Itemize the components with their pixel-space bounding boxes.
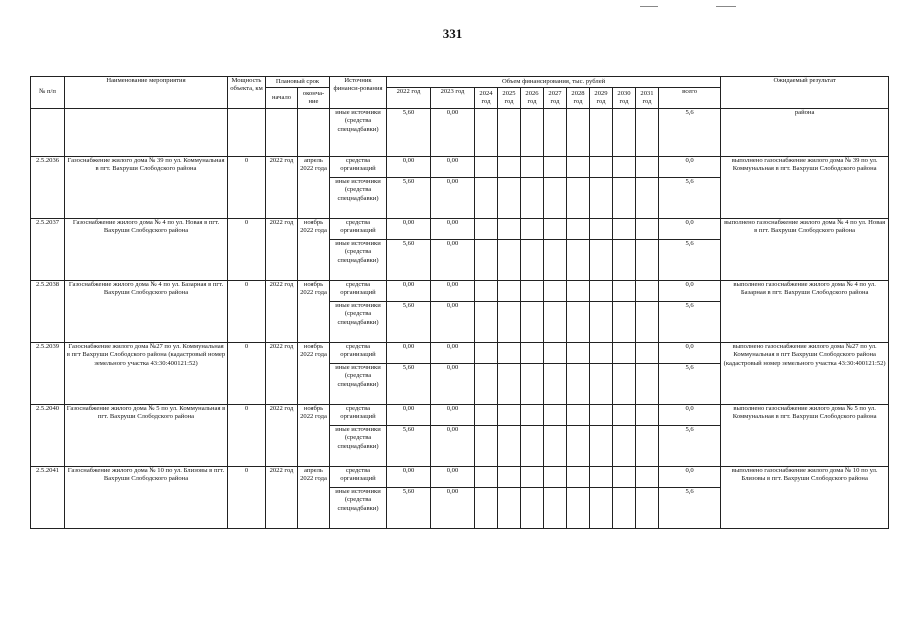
cell-total: 5,6	[659, 364, 721, 405]
header-total: всего	[659, 88, 721, 109]
cell-num: 2.5.2038	[31, 281, 65, 343]
cell-empty	[544, 467, 567, 488]
cell-empty	[475, 178, 498, 219]
cell-empty	[521, 240, 544, 281]
cell-empty	[475, 302, 498, 343]
cell-value-2022: 0,00	[387, 343, 431, 364]
cell-empty	[544, 109, 567, 157]
cell-empty	[636, 364, 659, 405]
cell-empty	[613, 343, 636, 364]
cell-result: выполнено газоснабжение жилого дома №27 по ул. Коммунальная в пгт Вахруши Слободского района (кадастровый номер земельного участка 43:30:400121:52)	[721, 343, 889, 405]
cell-start: 2022 год	[266, 343, 298, 405]
cell-result: выполнено газоснабжение жилого дома № 39 по ул. Коммунальная в пгт. Вахруши Слободского района	[721, 157, 889, 219]
cell-empty	[498, 364, 521, 405]
table-header	[31, 77, 889, 109]
header-year: 2024 год	[475, 88, 498, 109]
cell-empty	[498, 157, 521, 178]
cell-value-2022: 5,60	[387, 240, 431, 281]
cell-empty	[590, 281, 613, 302]
cell-empty	[590, 219, 613, 240]
cell-empty	[498, 405, 521, 426]
cell-empty	[636, 219, 659, 240]
cell-source: средства организаций	[330, 157, 387, 178]
cell-source: иные источники (средства спецнадбавки)	[330, 240, 387, 281]
cell-value-2023: 0,00	[431, 364, 475, 405]
cell-source: средства организаций	[330, 405, 387, 426]
cell-empty	[567, 178, 590, 219]
cell-empty	[475, 343, 498, 364]
cell-empty	[475, 467, 498, 488]
cell-source: средства организаций	[330, 467, 387, 488]
cell-empty	[521, 343, 544, 364]
cell-empty	[475, 157, 498, 178]
cell-empty	[590, 178, 613, 219]
cell-empty	[521, 467, 544, 488]
cell-empty	[544, 302, 567, 343]
cell-name: Газоснабжение жилого дома № 5 по ул. Коммунальная в пгт. Вахруши Слободского района	[65, 405, 228, 467]
cell-empty	[475, 281, 498, 302]
cell-end: апрель 2022 года	[298, 157, 330, 219]
cell-empty	[636, 405, 659, 426]
cell-empty	[475, 405, 498, 426]
header-term: Плановый срок	[266, 77, 330, 88]
table-row	[31, 157, 889, 178]
cell-source: иные источники (средства спецнадбавки)	[330, 178, 387, 219]
cell-empty	[636, 343, 659, 364]
cell-empty	[521, 219, 544, 240]
cell-num: 2.5.2037	[31, 219, 65, 281]
cell-empty	[636, 302, 659, 343]
cell-empty	[475, 426, 498, 467]
cell-empty	[567, 240, 590, 281]
cell-empty	[498, 240, 521, 281]
cell-empty	[567, 488, 590, 529]
cell-empty	[613, 488, 636, 529]
header-num: № п/п	[31, 77, 65, 109]
cell-name: Газоснабжение жилого дома № 4 по ул. Новая в пгт. Вахруши Слободского района	[65, 219, 228, 281]
cell-empty	[544, 405, 567, 426]
cell-capacity: 0	[228, 219, 266, 281]
cell-empty	[567, 157, 590, 178]
cell-empty	[498, 109, 521, 157]
cell-end: ноябрь 2022 года	[298, 281, 330, 343]
cell-source: иные источники (средства спецнадбавки)	[330, 488, 387, 529]
cell-result: выполнено газоснабжение жилого дома № 4 по ул. Базарная в пгт. Вахруши Слободского района	[721, 281, 889, 343]
cell-empty	[521, 405, 544, 426]
cell-empty	[498, 178, 521, 219]
cell-empty	[590, 240, 613, 281]
header-volume: Объем финансирования, тыс. рублей	[387, 77, 721, 88]
cell-empty	[636, 281, 659, 302]
cell-empty	[521, 302, 544, 343]
cell-empty	[65, 109, 228, 157]
cell-empty	[498, 302, 521, 343]
header-year: 2030 год	[613, 88, 636, 109]
cell-empty	[475, 488, 498, 529]
cell-empty	[475, 219, 498, 240]
cell-empty	[590, 157, 613, 178]
cell-empty	[567, 405, 590, 426]
cell-start: 2022 год	[266, 405, 298, 467]
cell-capacity: 0	[228, 467, 266, 529]
header-year: 2026 год	[521, 88, 544, 109]
cell-empty	[498, 281, 521, 302]
cell-value-2023: 0,00	[431, 488, 475, 529]
cell-empty	[544, 178, 567, 219]
header-year: 2027 год	[544, 88, 567, 109]
cell-end: ноябрь 2022 года	[298, 405, 330, 467]
cell-empty	[590, 302, 613, 343]
cell-value-2023: 0,00	[431, 178, 475, 219]
cell-empty	[590, 488, 613, 529]
cell-empty	[613, 281, 636, 302]
cell-empty	[590, 405, 613, 426]
header-start: начало	[266, 88, 298, 109]
cell-empty	[544, 426, 567, 467]
cell-empty	[590, 109, 613, 157]
header-capacity: Мощность объекта, км	[228, 77, 266, 109]
cell-total: 0,0	[659, 405, 721, 426]
header-year: 2031 год	[636, 88, 659, 109]
cell-total: 5,6	[659, 302, 721, 343]
cell-num: 2.5.2039	[31, 343, 65, 405]
header-name: Наименование мероприятия	[65, 77, 228, 109]
cell-empty	[636, 488, 659, 529]
cell-value-2022: 0,00	[387, 157, 431, 178]
cell-empty	[567, 219, 590, 240]
table-row	[31, 219, 889, 240]
cell-empty	[521, 178, 544, 219]
cell-num: 2.5.2041	[31, 467, 65, 529]
cell-empty	[521, 426, 544, 467]
cell-empty	[613, 178, 636, 219]
cell-empty	[228, 109, 266, 157]
cell-value-2022: 5,60	[387, 488, 431, 529]
header-year: 2028 год	[567, 88, 590, 109]
cell-empty	[567, 364, 590, 405]
cell-total: 5,6	[659, 178, 721, 219]
cell-empty	[636, 157, 659, 178]
cell-empty	[590, 426, 613, 467]
cell-value-2022: 5,60	[387, 302, 431, 343]
cell-start: 2022 год	[266, 219, 298, 281]
page-number: 331	[442, 26, 463, 41]
continuation-row	[31, 109, 889, 157]
cell-empty	[590, 343, 613, 364]
table-row	[31, 281, 889, 302]
scan-artifact-line	[640, 6, 658, 7]
cell-empty	[613, 364, 636, 405]
cell-empty	[636, 109, 659, 157]
cell-empty	[590, 467, 613, 488]
table-row	[31, 467, 889, 488]
cell-empty	[613, 219, 636, 240]
cell-empty	[521, 364, 544, 405]
cell-value-2022: 0,00	[387, 467, 431, 488]
cell-empty	[613, 467, 636, 488]
cell-empty	[613, 405, 636, 426]
cell-capacity: 0	[228, 343, 266, 405]
cell-empty	[567, 343, 590, 364]
cell-value-2023: 0,00	[431, 240, 475, 281]
cell-name: Газоснабжение жилого дома № 10 по ул. Близовы в пгт. Вахруши Слободского района	[65, 467, 228, 529]
cell-value-2022: 5,60	[387, 426, 431, 467]
cell-empty	[521, 109, 544, 157]
cell-empty	[613, 240, 636, 281]
cell-source: средства организаций	[330, 343, 387, 364]
header-end: оконча-ние	[298, 88, 330, 109]
cell-empty	[613, 157, 636, 178]
cell-empty	[475, 109, 498, 157]
cell-empty	[567, 281, 590, 302]
cell-capacity: 0	[228, 157, 266, 219]
cell-value-2023: 0,00	[431, 157, 475, 178]
cell-empty	[567, 426, 590, 467]
cell-end: ноябрь 2022 года	[298, 219, 330, 281]
cell-value-2022: 0,00	[387, 281, 431, 302]
cell-result: выполнено газоснабжение жилого дома № 4 по ул. Новая в пгт. Вахруши Слободского района	[721, 219, 889, 281]
cell-empty	[567, 109, 590, 157]
cell-start: 2022 год	[266, 467, 298, 529]
cell-value-2023: 0,00	[431, 109, 475, 157]
cell-empty	[544, 488, 567, 529]
cell-total: 0,0	[659, 343, 721, 364]
cell-empty	[613, 109, 636, 157]
cell-name: Газоснабжение жилого дома № 39 по ул. Коммунальная в пгт. Вахруши Слободского района	[65, 157, 228, 219]
cell-value-2023: 0,00	[431, 405, 475, 426]
cell-result: района	[721, 109, 889, 157]
cell-result: выполнено газоснабжение жилого дома № 10 по ул. Близовы в пгт. Вахруши Слободского района	[721, 467, 889, 529]
cell-source: иные источники (средства спецнадбавки)	[330, 426, 387, 467]
cell-name: Газоснабжение жилого дома №27 по ул. Коммунальная в пгт Вахруши Слободского района (кадастровый номер земельного участка 43:30:400121:52)	[65, 343, 228, 405]
cell-source: иные источники (средства спецнадбавки)	[330, 364, 387, 405]
header-year: 2025 год	[498, 88, 521, 109]
table-row	[31, 405, 889, 426]
header-year: 2029 год	[590, 88, 613, 109]
cell-value-2023: 0,00	[431, 281, 475, 302]
cell-empty	[521, 281, 544, 302]
cell-total: 0,0	[659, 467, 721, 488]
cell-name: Газоснабжение жилого дома № 4 по ул. Базарная в пгт. Вахруши Слободского района	[65, 281, 228, 343]
header-result: Ожидаемый результат	[721, 77, 889, 109]
cell-empty	[567, 302, 590, 343]
cell-total: 0,0	[659, 157, 721, 178]
cell-total: 5,6	[659, 109, 721, 157]
cell-total: 5,6	[659, 426, 721, 467]
cell-num: 2.5.2036	[31, 157, 65, 219]
cell-end: ноябрь 2022 года	[298, 343, 330, 405]
cell-capacity: 0	[228, 281, 266, 343]
header-year: 2023 год	[431, 88, 475, 109]
scan-artifact-line	[716, 6, 736, 7]
cell-source: средства организаций	[330, 281, 387, 302]
cell-source: средства организаций	[330, 219, 387, 240]
table-body	[31, 109, 889, 529]
cell-empty	[544, 240, 567, 281]
cell-value-2023: 0,00	[431, 467, 475, 488]
header-source: Источник финанси-рования	[330, 77, 387, 109]
cell-value-2023: 0,00	[431, 343, 475, 364]
cell-empty	[498, 426, 521, 467]
cell-empty	[521, 157, 544, 178]
cell-result: выполнено газоснабжение жилого дома № 5 по ул. Коммунальная в пгт. Вахруши Слободского района	[721, 405, 889, 467]
cell-empty	[498, 343, 521, 364]
cell-empty	[590, 364, 613, 405]
cell-empty	[636, 426, 659, 467]
cell-start: 2022 год	[266, 281, 298, 343]
cell-value-2022: 0,00	[387, 405, 431, 426]
cell-empty	[544, 364, 567, 405]
cell-value-2023: 0,00	[431, 219, 475, 240]
cell-empty	[567, 467, 590, 488]
cell-empty	[266, 109, 298, 157]
cell-total: 0,0	[659, 219, 721, 240]
cell-empty	[498, 219, 521, 240]
cell-empty	[544, 157, 567, 178]
cell-value-2023: 0,00	[431, 426, 475, 467]
cell-empty	[636, 467, 659, 488]
cell-end: апрель 2022 года	[298, 467, 330, 529]
cell-num: 2.5.2040	[31, 405, 65, 467]
cell-value-2022: 5,60	[387, 364, 431, 405]
financing-table	[30, 76, 889, 529]
cell-source: иные источники (средства спецнадбавки)	[330, 302, 387, 343]
cell-value-2023: 0,00	[431, 302, 475, 343]
header-year: 2022 год	[387, 88, 431, 109]
cell-start: 2022 год	[266, 157, 298, 219]
cell-source: иные источники (средства спецнадбавки)	[330, 109, 387, 157]
cell-value-2022: 0,00	[387, 219, 431, 240]
cell-empty	[475, 240, 498, 281]
cell-empty	[544, 219, 567, 240]
cell-empty	[613, 426, 636, 467]
cell-empty	[475, 364, 498, 405]
table-row	[31, 343, 889, 364]
cell-empty	[521, 488, 544, 529]
cell-empty	[498, 488, 521, 529]
cell-empty	[498, 467, 521, 488]
cell-empty	[31, 109, 65, 157]
cell-value-2022: 5,60	[387, 109, 431, 157]
cell-empty	[613, 302, 636, 343]
cell-value-2022: 5,60	[387, 178, 431, 219]
cell-empty	[636, 178, 659, 219]
cell-empty	[544, 343, 567, 364]
cell-total: 5,6	[659, 240, 721, 281]
cell-total: 5,6	[659, 488, 721, 529]
cell-empty	[298, 109, 330, 157]
cell-empty	[544, 281, 567, 302]
cell-empty	[636, 240, 659, 281]
cell-capacity: 0	[228, 405, 266, 467]
cell-total: 0,0	[659, 281, 721, 302]
